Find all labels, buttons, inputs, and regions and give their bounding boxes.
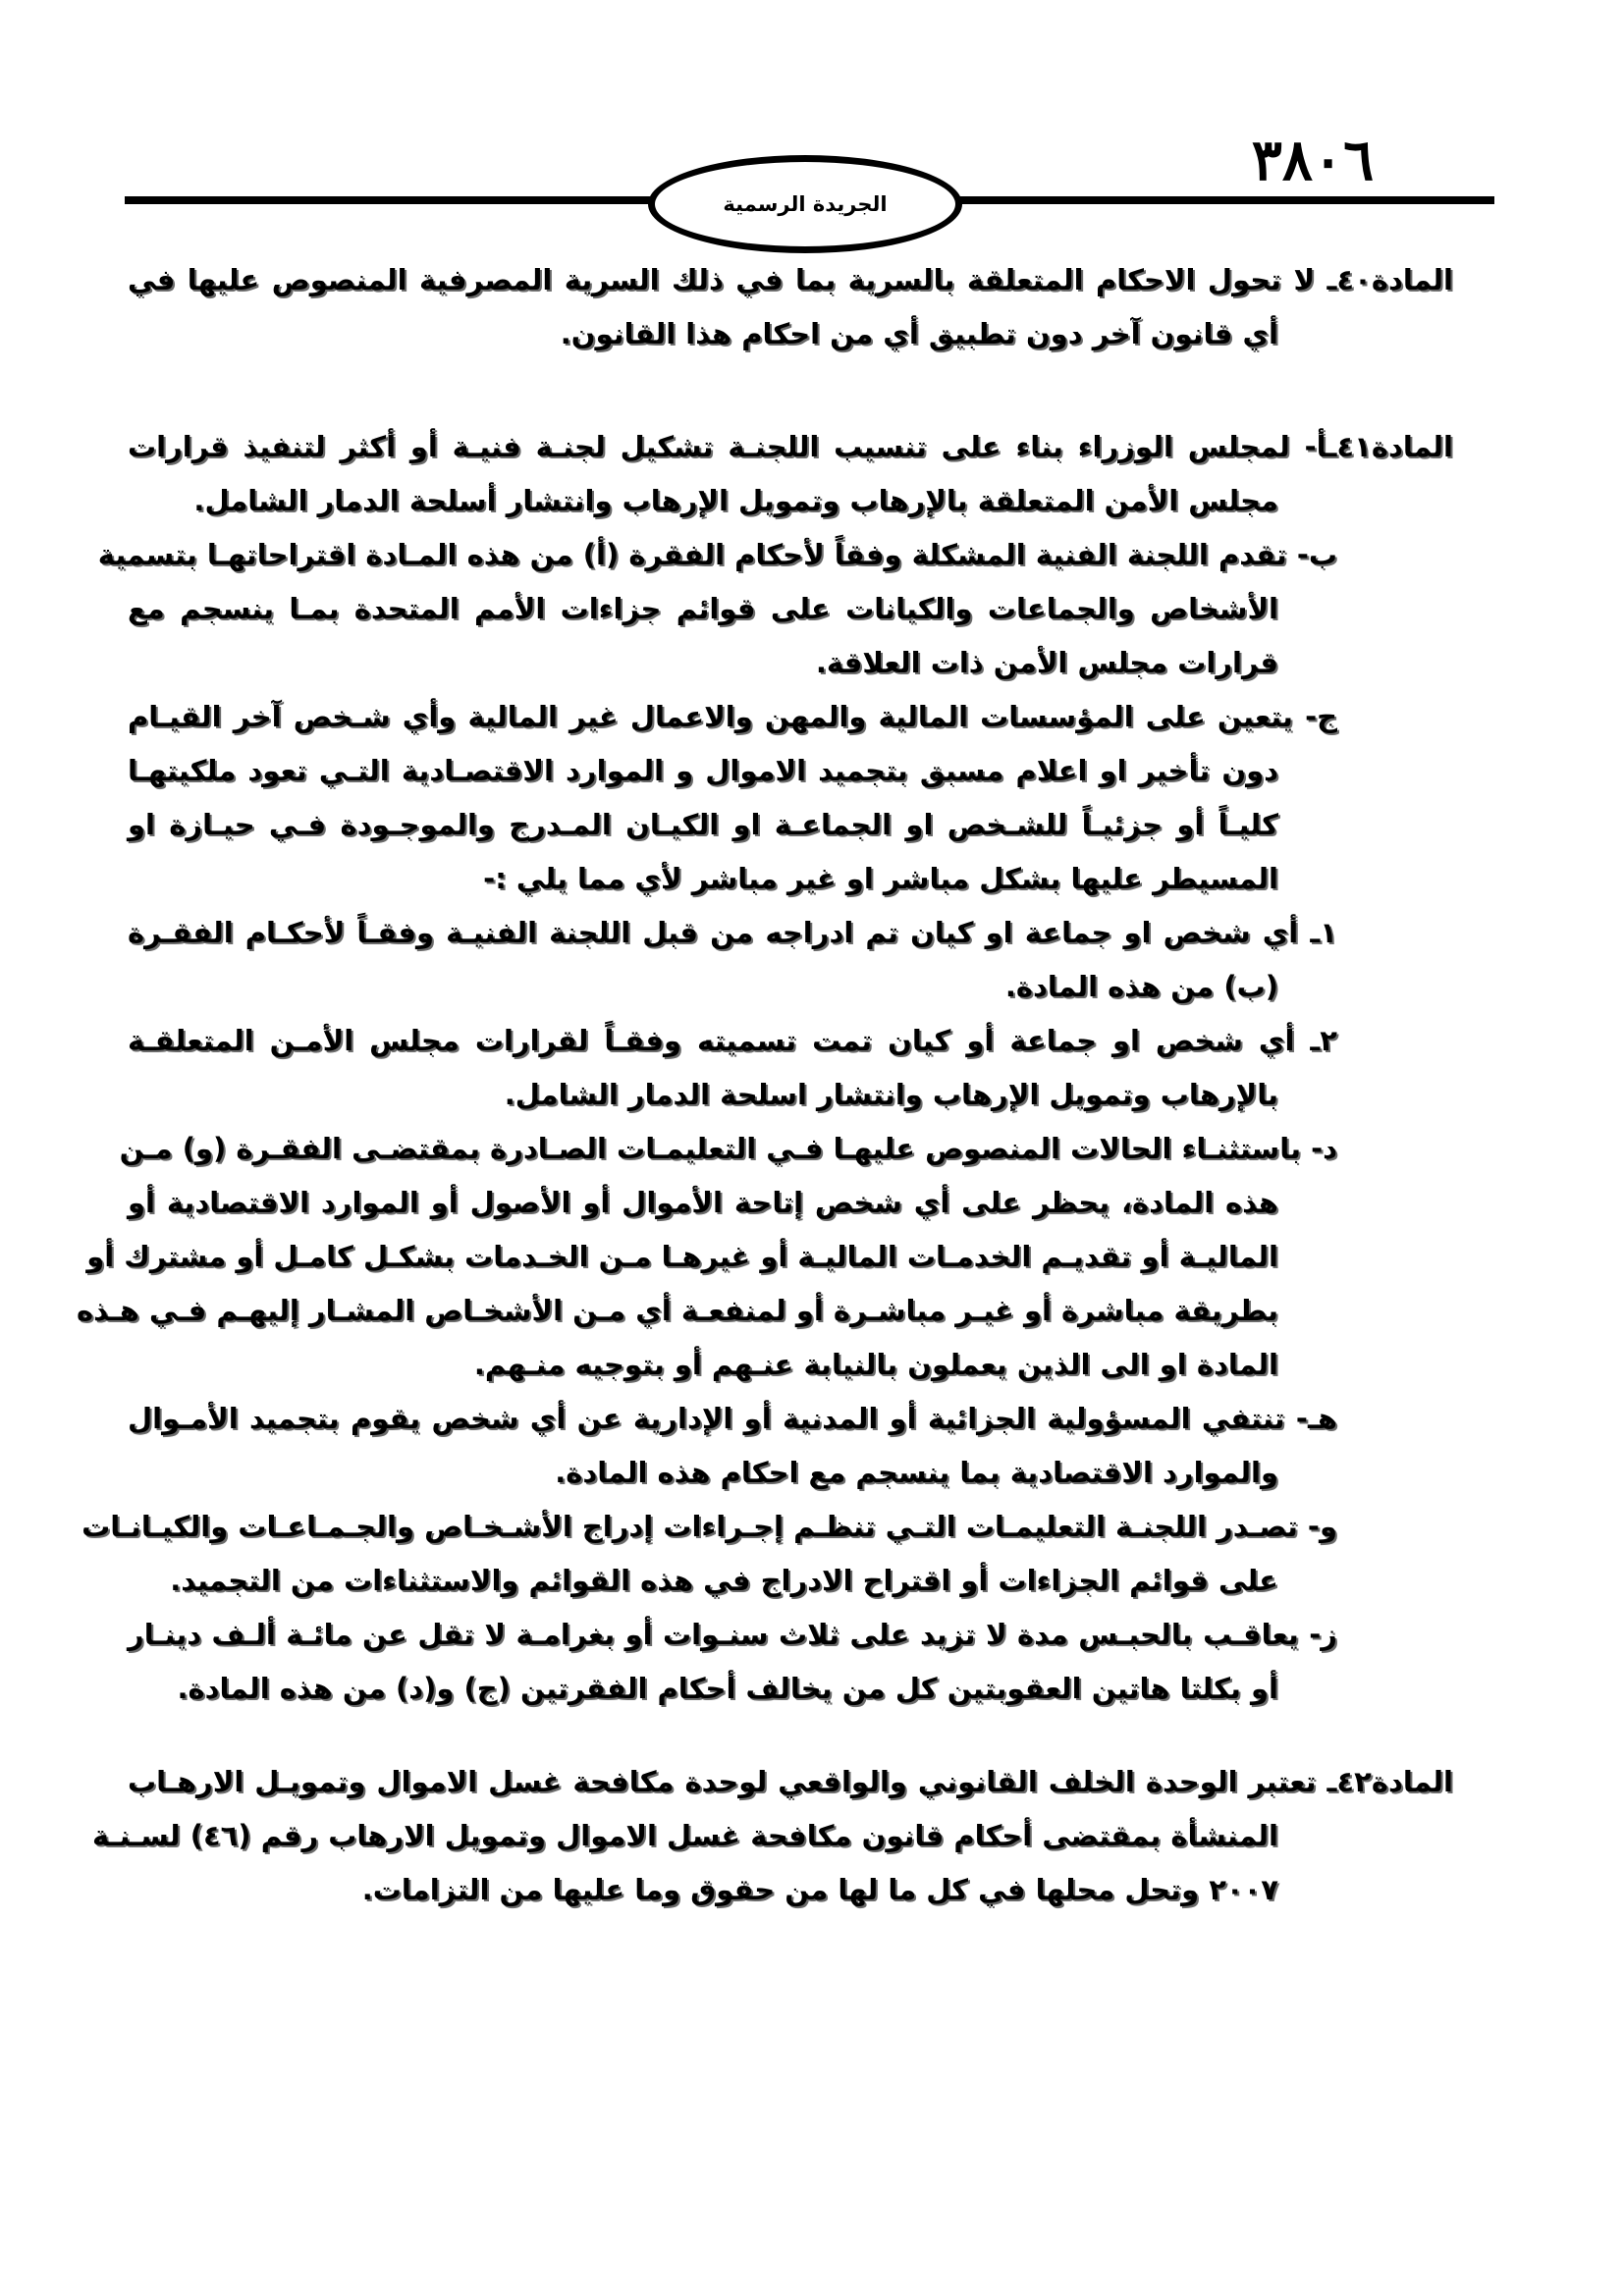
para-c1-line-1: ١ـ أي شخص او جماعة او كيان تم ادراجه من قبل اللجنة الفنيـة وفقـاً لأحكـام الفقـرة xyxy=(128,916,1337,949)
para-d-line-3: الماليـة أو تقديـم الخدمـات الماليـة أو غيرهـا مـن الخـدمات بشكـل كامـل أو مشترك أو xyxy=(86,1240,1278,1273)
para-c-line-1: ج- يتعين على المؤسسات المالية والمهن والاعمال غير المالية وأي شـخص آخر القيـام xyxy=(128,700,1337,733)
para-c-line-3: كليـاً أو جزئيـاً للشـخص او الجماعـة او الكيـان المـدرج والموجـودة فـي حيـازة او xyxy=(128,808,1278,841)
para-c2-line-2: بالإرهاب وتمويل الإرهاب وانتشار اسلحة الدمار الشامل. xyxy=(504,1078,1278,1111)
publication-title: الجريدة الرسمية xyxy=(723,192,888,216)
masthead-oval xyxy=(648,155,962,253)
article-40-line-2: أي قانون آخر دون تطبيق أي من احكام هذا القانون. xyxy=(560,317,1278,350)
article-42-line-1: المادة٤٢ـ تعتبر الوحدة الخلف القانوني والواقعي لوحدة مكافحة غسل الاموال وتمويـل الارهـاب xyxy=(128,1765,1453,1798)
article-40-line-1: المادة٤٠ـ لا تحول الاحكام المتعلقة بالسرية بما في ذلك السرية المصرفية المنصوص عليها في xyxy=(128,263,1453,296)
para-c1-line-2: (ب) من هذه المادة. xyxy=(1004,970,1278,1003)
article-42-line-2: المنشأة بمقتضى أحكام قانون مكافحة غسل الاموال وتمويل الارهاب رقم (٤٦) لسـنـة xyxy=(91,1819,1278,1852)
para-c-line-4: المسيطر عليها بشكل مباشر او غير مباشر لأي مما يلي :- xyxy=(483,862,1278,895)
para-g-line-1: ز- يعاقـب بالحبـس مدة لا تزيد على ثلاث سنـوات أو بغرامـة لا تقل عن مائـة ألـف دينـار xyxy=(128,1618,1337,1651)
para-c2-line-1: ٢ـ أي شخص او جماعة أو كيان تمت تسميته وفقـاً لقرارات مجلس الأمـن المتعلقـة xyxy=(128,1024,1337,1057)
para-d-line-4: بطريقة مباشرة أو غيـر مباشـرة أو لمنفعـة أي مـن الأشخـاص المشـار إليهـم فـي هـذه xyxy=(77,1294,1278,1327)
article-41-para-a-line-2: مجلس الأمن المتعلقة بالإرهاب وتمويل الإرهاب وانتشار أسلحة الدمار الشامل. xyxy=(193,484,1278,517)
para-f-line-1: و- تصـدر اللجنـة التعليمـات التـي تنظـم إجـراءات إدراج الأشـخـاص والجـمـاعـات والكيـانـات xyxy=(81,1510,1337,1543)
article-42-line-3: ٢٠٠٧ وتحل محلها في كل ما لها من حقوق وما عليها من التزامات. xyxy=(361,1873,1278,1906)
article-41-para-c xyxy=(128,690,1453,906)
article-41-para-f xyxy=(81,1500,1453,1608)
para-c-line-2: دون تأخير او اعلام مسبق بتجميد الاموال و الموارد الاقتصـادية التـي تعود ملكيتهـا xyxy=(128,754,1278,787)
para-b-line-2: الأشخاص والجماعات والكيانات على قوائم جزاءات الأمم المتحدة بمـا ينسجم مع xyxy=(128,592,1278,625)
article-41 xyxy=(77,420,1453,1716)
para-e-line-1: هـ- تنتفي المسؤولية الجزائية أو المدنية أو الإدارية عن أي شخص يقوم بتجميد الأمـوال xyxy=(128,1402,1337,1435)
para-b-line-3: قرارات مجلس الأمن ذات العلاقة. xyxy=(815,646,1278,679)
article-42 xyxy=(91,1755,1453,1917)
document-body xyxy=(77,253,1453,1917)
article-41-para-d xyxy=(77,1122,1453,1392)
article-41-para-c-item-1 xyxy=(128,906,1453,1014)
para-f-line-2: على قوائم الجزاءات أو اقتراح الادراج في هذه القوائم والاستثناءات من التجميد. xyxy=(170,1564,1278,1597)
article-40 xyxy=(128,253,1453,361)
article-41-para-g xyxy=(128,1608,1453,1716)
article-41-para-b xyxy=(97,528,1453,690)
article-41-para-e xyxy=(128,1392,1453,1500)
para-d-line-5: المادة او الى الذين يعملون بالنيابة عنـهم أو بتوجيه منـهم. xyxy=(473,1348,1278,1381)
para-d-line-1: د- باستثنـاء الحالات المنصوص عليهـا فـي التعليمـات الصـادرة بمقتضـى الفقـرة (و) مـن xyxy=(119,1132,1337,1165)
page-number: ٣٨٠٦ xyxy=(1251,127,1375,193)
para-b-line-1: ب- تقدم اللجنة الفنية المشكلة وفقاً لأحكام الفقرة (أ) من هذه المـادة اقتراحاتهـا بتسمية xyxy=(97,538,1337,571)
para-e-line-2: والموارد الاقتصادية بما ينسجم مع احكام هذه المادة. xyxy=(555,1456,1278,1489)
para-d-line-2: هذه المادة، يحظر على أي شخص إتاحة الأموال أو الأصول أو الموارد الاقتصادية أو xyxy=(128,1186,1278,1219)
para-g-line-2: أو بكلتا هاتين العقوبتين كل من يخالف أحكام الفقرتين (ج) و(د) من هذه المادة. xyxy=(177,1672,1278,1705)
article-41-para-c-item-2 xyxy=(128,1014,1453,1122)
article-41-para-a-line-1: المادة٤١ـأ- لمجلس الوزراء بناء على تنسيب اللجنـة تشكيل لجنـة فنيـة أو أكثر لتنفيذ قرارات xyxy=(128,430,1453,463)
